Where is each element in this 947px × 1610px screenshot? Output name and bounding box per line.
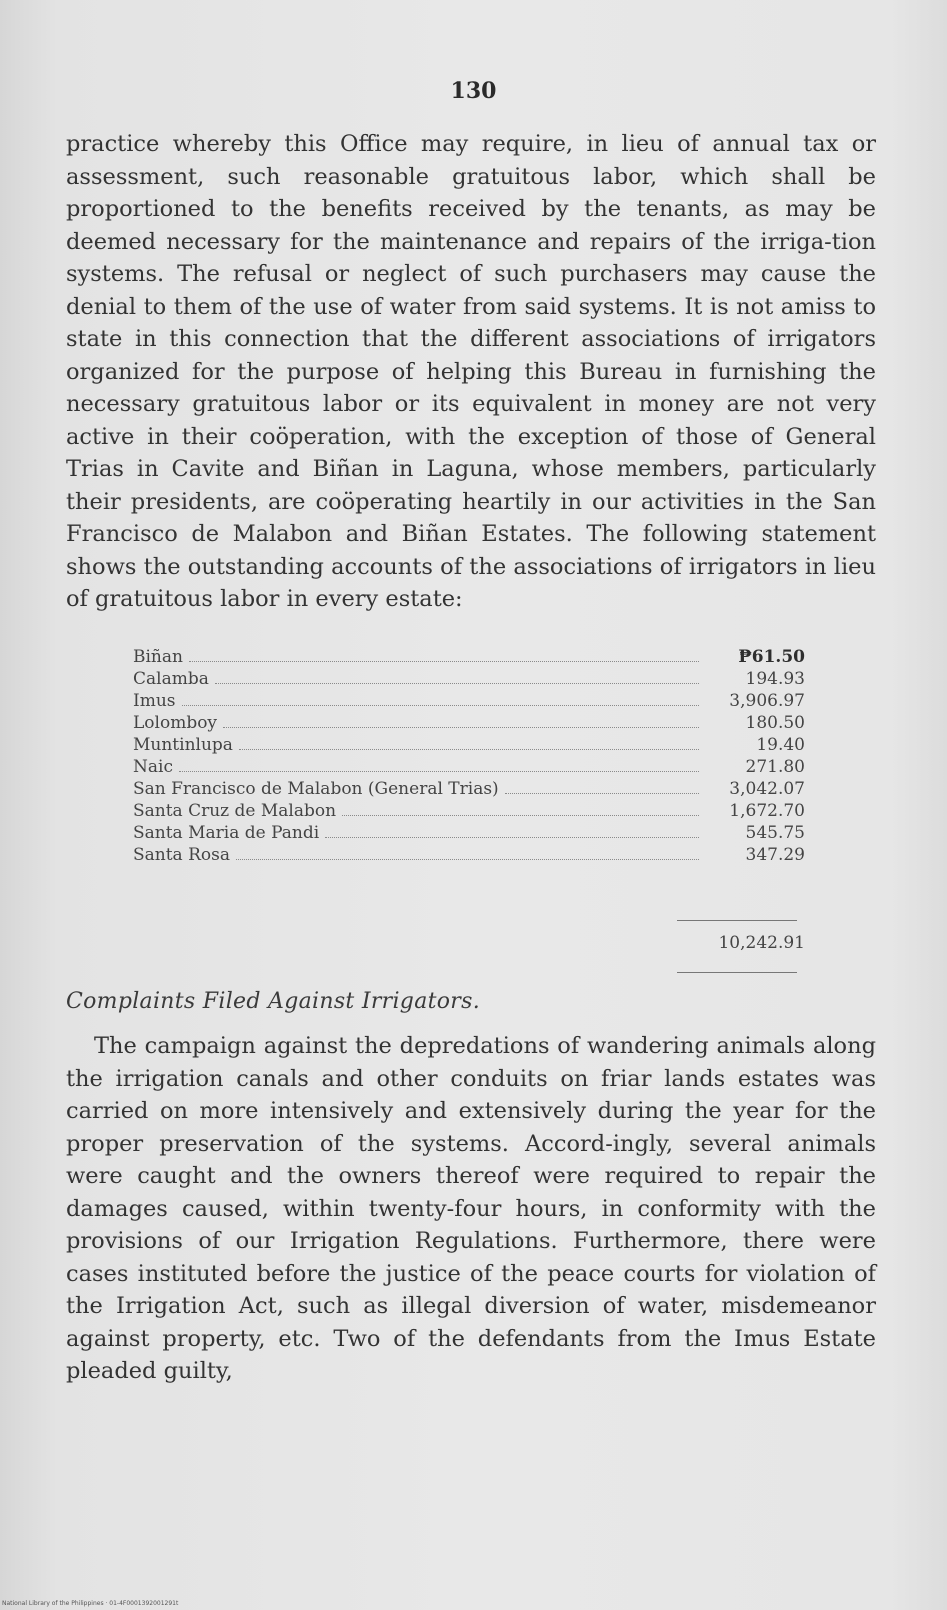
estate-name: Santa Maria de Pandi <box>133 823 320 843</box>
leader-dots <box>236 859 699 860</box>
estate-amount: 3,906.97 <box>729 691 805 711</box>
table-row <box>133 778 805 800</box>
page-number: 130 <box>450 78 497 104</box>
estate-amount: 19.40 <box>756 735 805 755</box>
estate-name: Naic <box>133 757 173 777</box>
table-row <box>133 844 805 866</box>
leader-dots <box>182 705 699 706</box>
leader-dots <box>239 749 699 750</box>
estate-amount: 1,672.70 <box>729 801 805 821</box>
total-rule-bottom <box>677 972 797 973</box>
section-heading: Complaints Filed Against Irrigators. <box>66 989 480 1014</box>
estate-name: San Francisco de Malabon (General Trias) <box>133 779 499 799</box>
table-row <box>133 712 805 734</box>
leader-dots <box>223 727 699 728</box>
estate-name: Santa Rosa <box>133 845 230 865</box>
estate-name: Muntinlupa <box>133 735 233 755</box>
table-row <box>133 646 805 668</box>
table-row <box>133 800 805 822</box>
leader-dots <box>215 683 699 684</box>
estate-amount: 271.80 <box>745 757 805 777</box>
estate-name: Biñan <box>133 647 183 667</box>
estate-amount: 545.75 <box>745 823 805 843</box>
estate-name: Imus <box>133 691 176 711</box>
table-row <box>133 822 805 844</box>
leader-dots <box>189 661 699 662</box>
library-footer: National Library of the Philippines · 01-4F0001392001291t <box>2 1600 179 1607</box>
estate-amount: 180.50 <box>745 713 805 733</box>
estate-amount: 347.29 <box>745 845 805 865</box>
accounts-table <box>133 646 805 866</box>
leader-dots <box>342 815 699 816</box>
estate-name: Lolomboy <box>133 713 218 733</box>
leader-dots <box>505 793 699 794</box>
table-row <box>133 734 805 756</box>
estate-amount: 3,042.07 <box>729 779 805 799</box>
table-row <box>133 690 805 712</box>
table-row <box>133 756 805 778</box>
leader-dots <box>325 837 699 838</box>
paragraph-complaints: The campaign against the depredations of wandering animals along the irrigation canals and other conduits on friar lands estates was carried on more intensively and extensively during the year for the proper preservation of the systems. Accord-ingly, several animals were caught and the owners thereof were required to repair the damages caused, within twenty-four hours, in conformity with the provisions of our Irrigation Regulations. Furthermore, there were cases instituted before the justice of the peace courts for violation of the Irrigation Act, such as illegal diversion of water, misdemeanor against property, etc. Two of the defendants from the Imus Estate pleaded guilty, <box>66 1033 876 1384</box>
paragraph-irrigator-labor: practice whereby this Office may require, in lieu of annual tax or assessment, such reasonable gratuitous labor, which shall be proportioned to the benefits received by the tenants, as may be deemed necessary for the maintenance and repairs of the irriga-tion systems. The refusal or neglect of such purchasers may cause the denial to them of the use of water from said systems. It is not amiss to state in this connection that the different associations of irrigators organized for the purpose of helping this Bureau in furnishing the necessary gratuitous labor or its equivalent in money are not very active in their coöperation, with the exception of those of General Trias in Cavite and Biñan in Laguna, whose members, particularly their presidents, are coöperating heartily in our activities in the San Francisco de Malabon and Biñan Estates. The following statement shows the outstanding accounts of the associations of irrigators in lieu of gratuitous labor in every estate: <box>66 131 876 612</box>
leader-dots <box>179 771 699 772</box>
table-total: 10,242.91 <box>718 933 805 953</box>
estate-name: Calamba <box>133 669 209 689</box>
table-row <box>133 668 805 690</box>
estate-amount: ₱61.50 <box>738 647 805 667</box>
estate-name: Santa Cruz de Malabon <box>133 801 337 821</box>
estate-amount: 194.93 <box>745 669 805 689</box>
total-rule-top <box>677 920 797 921</box>
